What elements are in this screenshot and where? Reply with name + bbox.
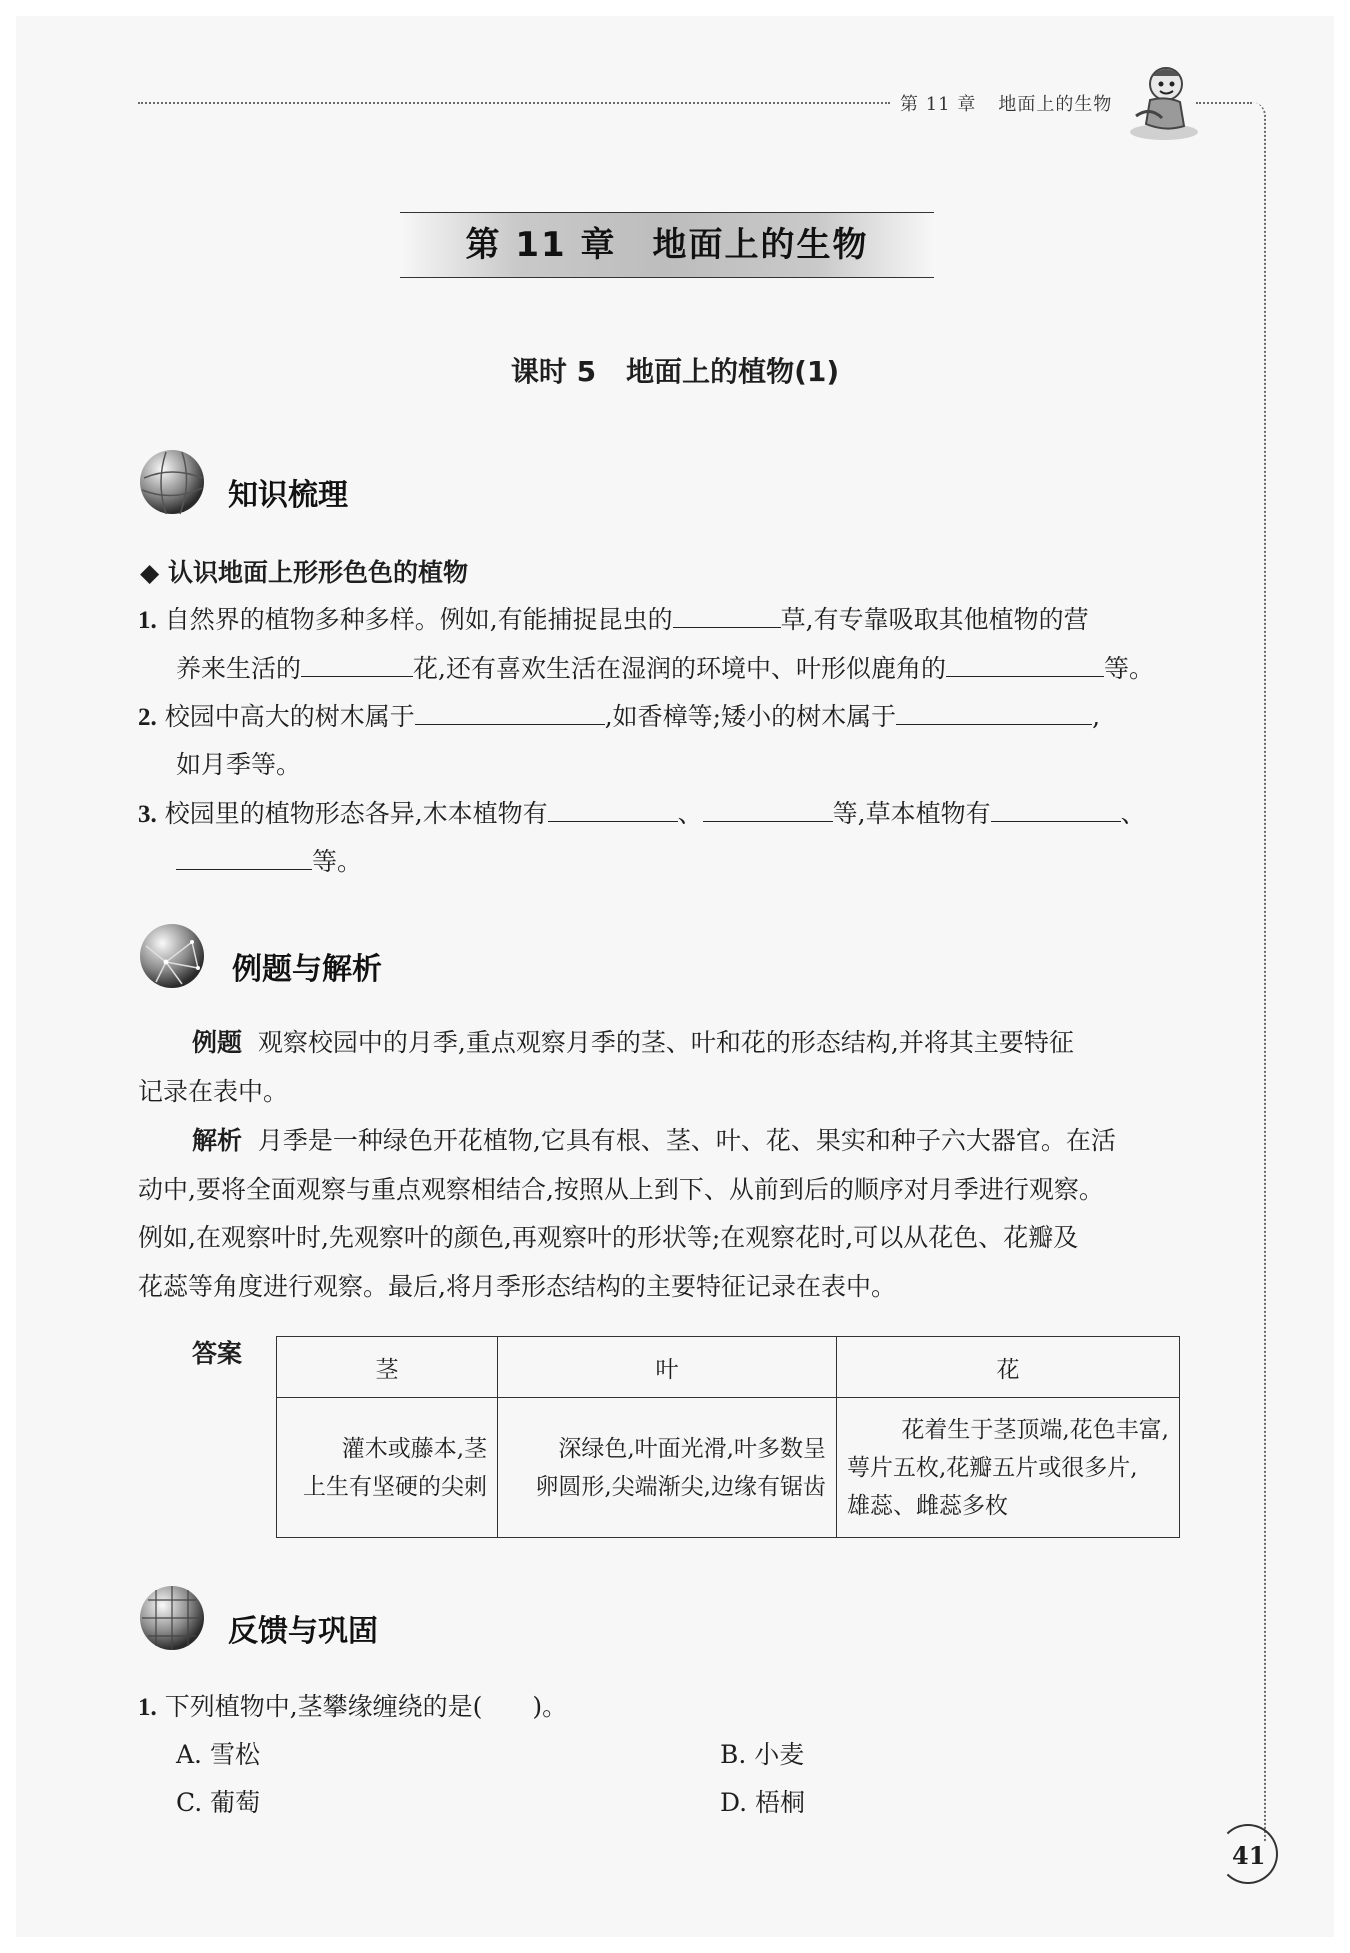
table-header-leaf: 叶 xyxy=(498,1337,837,1398)
option-a[interactable]: A. 雪松 xyxy=(176,1740,260,1769)
section-feedback-label: 反馈与巩固 xyxy=(228,1614,378,1649)
table-cell-line: 萼片五枚,花瓣五片或很多片, xyxy=(847,1454,1138,1481)
knowledge-q1-line2 xyxy=(176,652,1154,686)
section-knowledge-heading xyxy=(136,448,536,528)
knowledge-q1-text-e: 等。 xyxy=(1103,654,1154,683)
chapter-number: 第 11 章 xyxy=(465,225,617,265)
feedback-q1-text: 下列植物中,茎攀缘缠绕的是( )。 xyxy=(164,1692,568,1721)
answer-blank[interactable] xyxy=(896,702,1092,725)
analysis-line2: 动中,要将全面观察与重点观察相结合,按照从上到下、从前到后的顺序对月季进行观察。 xyxy=(138,1175,1104,1204)
running-header xyxy=(900,90,1112,116)
example-line2: 记录在表中。 xyxy=(138,1077,289,1106)
table-header-flower: 花 xyxy=(837,1337,1180,1398)
knowledge-q1-text-d: 花,还有喜欢生活在湿润的环境中、叶形似鹿角的 xyxy=(413,654,946,683)
option-d[interactable]: D. 梧桐 xyxy=(720,1788,806,1817)
knowledge-q1-text-c: 养来生活的 xyxy=(176,654,302,683)
knowledge-q2-text-a: 校园中高大的树木属于 xyxy=(164,702,415,731)
globe-icon xyxy=(136,448,210,522)
knowledge-q1-text-b: 草,有专靠吸取其他植物的营 xyxy=(780,605,1089,634)
answer-blank[interactable] xyxy=(946,654,1104,677)
option-b[interactable]: B. 小麦 xyxy=(720,1740,805,1769)
table-cell-line: 深绿色,叶面光滑,叶多数呈 xyxy=(558,1435,826,1462)
diamond-bullet-icon: ◆ xyxy=(140,558,160,587)
answer-blank[interactable] xyxy=(548,799,678,822)
lesson-name: 地面上的植物(1) xyxy=(626,355,840,388)
question-number: 1. xyxy=(138,607,157,634)
table-cell-flower xyxy=(837,1398,1180,1538)
knowledge-q3-text-d: 、 xyxy=(1120,799,1146,828)
table-row xyxy=(277,1398,1180,1538)
knowledge-topic-text: 认识地面上形形色色的植物 xyxy=(167,558,468,587)
section-examples-heading xyxy=(136,922,536,1002)
example-label: 例题 xyxy=(192,1028,243,1057)
globe-icon xyxy=(136,1584,210,1658)
answer-blank[interactable] xyxy=(301,654,413,677)
answer-blank[interactable] xyxy=(673,605,781,628)
table-cell-leaf xyxy=(498,1398,837,1538)
example-line1 xyxy=(192,1026,1074,1060)
table-cell-line: 雄蕊、雌蕊多枚 xyxy=(847,1492,1008,1519)
feedback-q1-stem xyxy=(138,1690,567,1725)
running-header-chapter: 第 11 章 xyxy=(900,94,977,115)
table-cell-line: 卵圆形,尖端渐尖,边缘有锯齿 xyxy=(535,1473,826,1500)
knowledge-q2-text-c: , xyxy=(1092,702,1101,731)
analysis-label: 解析 xyxy=(192,1126,243,1155)
chapter-name: 地面上的生物 xyxy=(652,225,869,265)
knowledge-q3-text-c: 等,草本植物有 xyxy=(832,799,991,828)
table-cell-line: 上生有坚硬的尖刺 xyxy=(303,1473,487,1500)
analysis-line3: 例如,在观察叶时,先观察叶的颜色,再观察叶的形状等;在观察花时,可以从花色、花瓣及 xyxy=(138,1223,1079,1252)
example-text: 观察校园中的月季,重点观察月季的茎、叶和花的形态结构,并将其主要特征 xyxy=(257,1028,1074,1057)
lesson-title xyxy=(0,350,1350,390)
knowledge-q3-text-e: 等。 xyxy=(312,847,363,876)
knowledge-q2-line1 xyxy=(138,700,1100,735)
analysis-line4: 花蕊等角度进行观察。最后,将月季形态结构的主要特征记录在表中。 xyxy=(138,1272,896,1301)
analysis-line1 xyxy=(192,1124,1116,1158)
section-knowledge-label: 知识梳理 xyxy=(228,478,348,513)
knowledge-q1-text-a: 自然界的植物多种多样。例如,有能捕捉昆虫的 xyxy=(164,605,673,634)
answer-blank[interactable] xyxy=(176,847,312,870)
table-cell-line: 灌木或藤本,茎 xyxy=(341,1435,487,1462)
section-examples-label: 例题与解析 xyxy=(232,952,382,987)
chapter-title xyxy=(400,212,934,278)
answer-label: 答案 xyxy=(192,1339,243,1368)
knowledge-topic xyxy=(140,556,468,590)
running-header-title: 地面上的生物 xyxy=(998,94,1113,115)
option-c[interactable]: C. 葡萄 xyxy=(176,1788,261,1817)
knowledge-q2-line2: 如月季等。 xyxy=(176,750,302,779)
answer-blank[interactable] xyxy=(415,702,605,725)
analysis-text: 月季是一种绿色开花植物,它具有根、茎、叶、花、果实和种子六大器官。在活 xyxy=(257,1126,1116,1155)
question-number: 2. xyxy=(138,704,157,731)
knowledge-q3-text-a: 校园里的植物形态各异,木本植物有 xyxy=(164,799,548,828)
globe-icon xyxy=(136,922,210,996)
knowledge-q3-line1 xyxy=(138,797,1146,832)
table-header-stem: 茎 xyxy=(277,1337,498,1398)
knowledge-q1-line1 xyxy=(138,603,1089,638)
table-cell-line: 花着生于茎顶端,花色丰富, xyxy=(901,1416,1169,1443)
question-number: 3. xyxy=(138,801,157,828)
question-number: 1. xyxy=(138,1694,157,1721)
knowledge-q3-line2 xyxy=(176,845,362,879)
answer-blank[interactable] xyxy=(703,799,833,822)
table-header-row xyxy=(277,1337,1180,1398)
header-dotted-rule xyxy=(138,102,890,104)
table-cell-stem xyxy=(277,1398,498,1538)
answer-table xyxy=(276,1336,1180,1538)
lesson-number: 课时 5 xyxy=(510,355,597,388)
page-number: 41 xyxy=(1218,1824,1278,1884)
answer-blank[interactable] xyxy=(991,799,1121,822)
knowledge-q3-text-b: 、 xyxy=(677,799,703,828)
section-feedback-heading xyxy=(136,1584,536,1664)
knowledge-q2-text-b: ,如香樟等;矮小的树木属于 xyxy=(604,702,897,731)
mascot-illustration-icon xyxy=(1122,60,1206,144)
